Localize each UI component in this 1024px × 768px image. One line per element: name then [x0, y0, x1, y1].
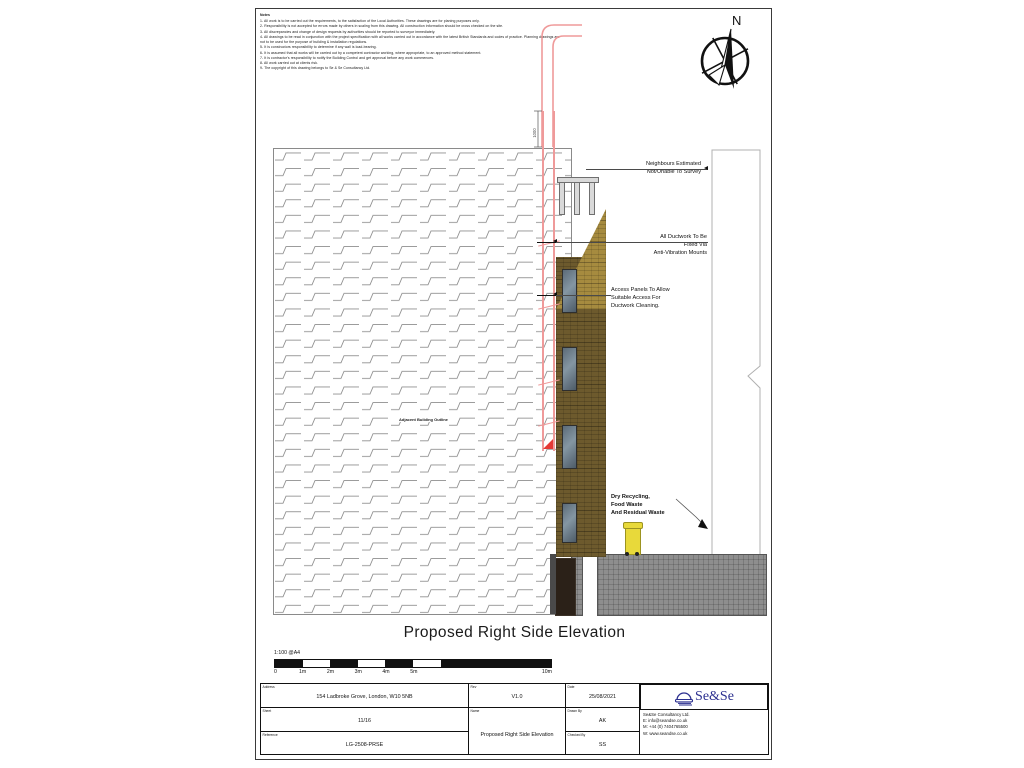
note-item: 7- It is contractor's responsibility to notify the Building Control and get approval before any work commences. — [260, 55, 435, 60]
notes-heading: Notes — [260, 13, 270, 17]
door-jamb — [550, 554, 556, 614]
scale-tick: 0 — [274, 668, 277, 675]
sheet-value: 11/16 — [357, 718, 372, 725]
company-contact-details — [640, 710, 768, 739]
adjacent-building-hatch — [274, 149, 571, 614]
scale-tick: 3m — [354, 668, 362, 675]
title-block-meta-column — [566, 684, 640, 754]
waste-bin — [625, 525, 641, 555]
name-value: Proposed Right Side Elevation — [480, 731, 554, 738]
logo-text: Se&Se — [695, 689, 734, 704]
annotation-line: Food Waste — [611, 501, 643, 508]
scale-bar-graphic — [274, 659, 552, 668]
company-email: E: info@seandse.co.uk — [643, 718, 688, 724]
rev-row — [469, 684, 565, 708]
note-item: 8- All work carried out at clients risk. — [260, 61, 319, 66]
company-mobile: M: +44 (0) 7404765500 — [643, 724, 688, 730]
annotation-access-panels — [611, 287, 741, 311]
annotation-line: Not/Unable To Survey — [646, 168, 701, 175]
scale-tick: 5m — [410, 668, 418, 675]
drawn-by-row — [566, 708, 639, 732]
annotation-line: And Residual Waste — [611, 509, 665, 516]
compass-north-label: N — [732, 13, 742, 28]
page-title: Proposed Right Side Elevation — [403, 624, 626, 641]
scale-tick: 1m — [299, 668, 307, 675]
annotation-ductwork — [589, 234, 707, 258]
scale-ticks — [274, 669, 552, 679]
window — [562, 347, 577, 391]
company-website: W: www.seandse.co.uk — [643, 730, 688, 736]
dimension-value: 1000 — [532, 128, 537, 138]
drawing-sheet — [255, 8, 772, 760]
note-item: 6- It is assumed that all works will be carried out by a competent contractor working, where appropriate, to an approved method statement. — [260, 50, 482, 55]
checked-by-value: SS — [598, 741, 607, 748]
adjacent-building-outline — [273, 148, 572, 615]
address-row — [261, 684, 468, 708]
party-wall-line — [542, 111, 544, 451]
neighbour-outline — [708, 148, 764, 613]
hardhat-icon — [674, 688, 694, 706]
ground-boundary-wall — [597, 554, 767, 616]
note-item: 2- Responsibility is not accepted for errors made by others in scaling from this drawing. All construction information should be cross checked on the site. — [260, 24, 504, 29]
scale-tick: 4m — [382, 668, 390, 675]
scale-tick: 10m — [541, 668, 552, 675]
company-name: Se&Se Consultancy Ltd. — [643, 712, 690, 717]
ductwork-riser — [574, 181, 580, 215]
checked-by-label: Checked By — [567, 732, 586, 737]
annotation-line: Dry Recycling, — [611, 494, 650, 500]
company-logo — [640, 684, 768, 710]
party-wall-line — [553, 111, 555, 451]
drawn-by-label: Drawn By — [567, 708, 582, 713]
rev-label: Rev — [470, 684, 477, 689]
notes-block — [260, 13, 560, 72]
date-value: 25/08/2021 — [589, 694, 616, 701]
drawn-by-value: AK — [598, 718, 607, 725]
sheet-row — [261, 708, 468, 732]
note-item: 3- All discrepancies and change of design requests by authorities should be reported to surveyor immediately. — [260, 29, 436, 34]
waste-bin-wheel — [635, 552, 639, 556]
date-label: Date — [567, 684, 575, 689]
title-block-logo-column — [640, 684, 768, 754]
compass-icon — [691, 15, 763, 97]
annotation-line: All Ductwork To Be — [660, 234, 707, 240]
ductwork-riser — [589, 181, 595, 215]
scale-bar — [274, 650, 552, 679]
name-label: Name — [470, 708, 480, 713]
reference-value: LG-2508-PRSE — [345, 741, 384, 748]
window — [562, 425, 577, 469]
service-door — [555, 558, 576, 616]
leader-arrow — [704, 166, 708, 170]
address-value: 154 Ladbroke Grove, London, W10 5NB — [316, 694, 413, 701]
address-label: Address — [262, 684, 275, 689]
note-item: 9- The copyright of this drawing belongs to Se & Se Consultancy Ltd. — [260, 66, 371, 71]
ductwork-riser — [559, 181, 565, 215]
scale-tick: 2m — [326, 668, 335, 675]
annotation-line: Suitable Access For — [611, 294, 661, 301]
leader-line — [556, 242, 708, 243]
note-item: 5- It is constructors responsibility to determine if any wall is load-bearing. — [260, 45, 377, 50]
annotation-line: Access Panels To Allow — [611, 287, 670, 293]
annotation-line: Ductwork Cleaning. — [611, 302, 660, 309]
checked-by-row — [566, 732, 639, 754]
reference-row — [261, 732, 468, 754]
waste-bin-lid — [623, 522, 643, 529]
window — [562, 269, 577, 313]
compass-rose — [691, 15, 763, 97]
leader-line — [586, 169, 708, 170]
annotation-line: Neighbours Estimated — [645, 161, 701, 167]
title-block-name-column — [469, 684, 566, 754]
adjacent-building-label: Adjacent Building Outline — [399, 417, 448, 422]
dimension-marker — [528, 107, 568, 151]
ductwork-header — [557, 177, 599, 183]
waste-leader — [674, 497, 714, 531]
reference-label: Reference — [262, 732, 278, 737]
name-row — [469, 708, 565, 754]
waste-bin-wheel — [625, 552, 629, 556]
scale-label: 1:100 @A4 — [274, 650, 301, 656]
annotation-line: Anti-Vibration Mounts — [653, 249, 707, 256]
sheet-label: Sheet — [262, 708, 272, 713]
note-item: 4- All drawings to be read in conjunction with the project specification with all works carried out in accordance with the latest British Standards and codes of practice. Planning drawings are not to be used for the purpose of building & installation regulations. — [260, 34, 560, 45]
leader-line — [556, 295, 611, 296]
elevation-drawing — [256, 129, 773, 624]
rev-value: V1.0 — [511, 694, 523, 701]
date-row — [566, 684, 639, 708]
note-item: 1- All work is to be carried out the requirements, to the satisfaction of the Local Authorities. These drawings are for planing purposes only. — [260, 19, 480, 24]
window — [562, 503, 577, 543]
title-block — [260, 683, 769, 755]
title-block-left-column — [261, 684, 469, 754]
annotation-line: Fixed Via — [683, 241, 707, 248]
